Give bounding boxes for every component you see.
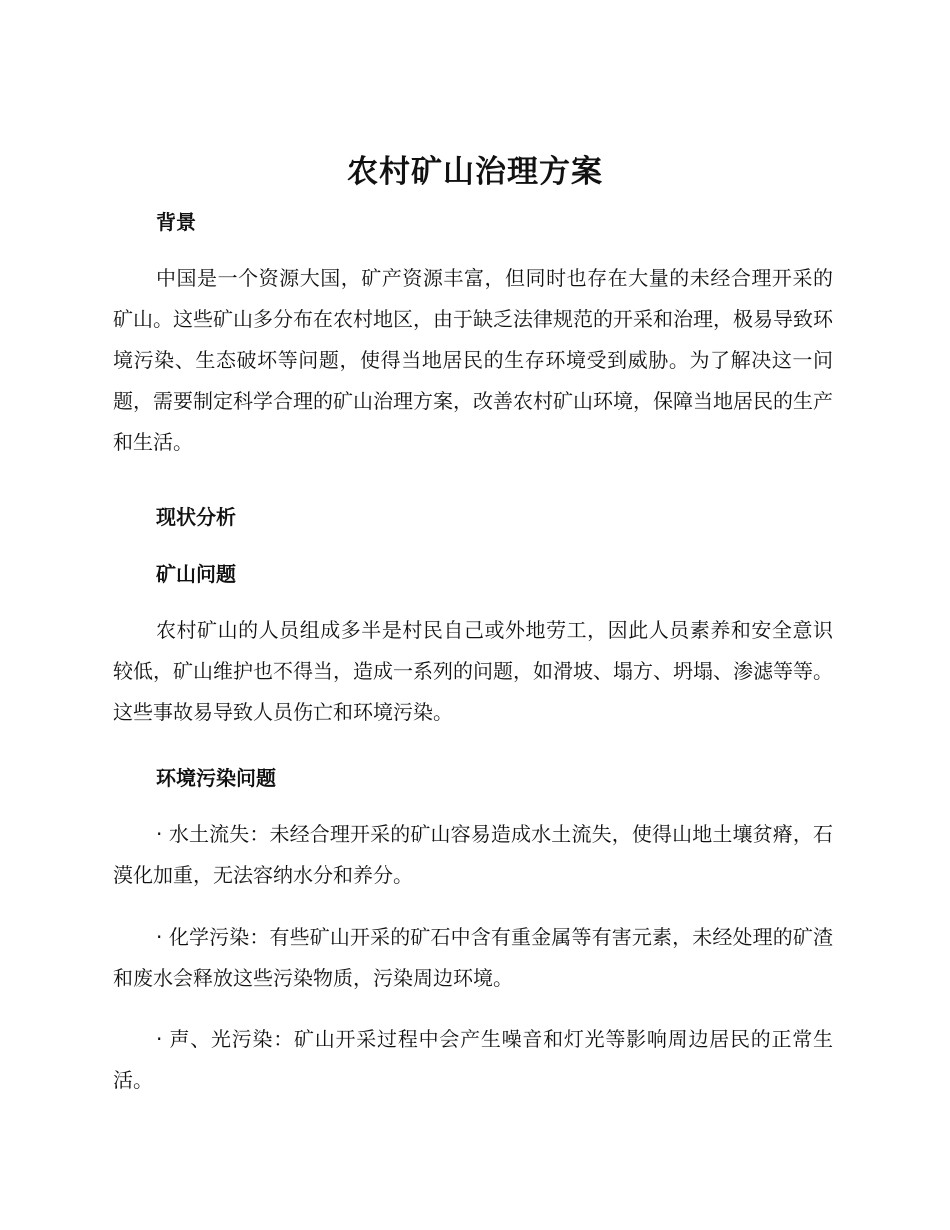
mine-problem-paragraph: 农村矿山的人员组成多半是村民自己或外地劳工，因此人员素养和安全意识较低，矿山维护也不得当，造成一系列的问题，如滑坡、塌方、坍塌、渗滤等等。这些事故易导致人员伤亡和环境污染。: [113, 618, 833, 724]
section-heading-environmental-pollution: 环境污染问题: [156, 766, 276, 790]
section-heading-background: 背景: [156, 210, 196, 234]
pollution-list-item: · 化学污染：有些矿山开采的矿石中含有重金属等有害元素，未经处理的矿渣和废水会释放这些污染物质，污染周边环境。: [113, 925, 833, 990]
section-heading-status-analysis: 现状分析: [156, 505, 236, 529]
pollution-list-item: · 声、光污染：矿山开采过程中会产生噪音和灯光等影响周边居民的正常生活。: [113, 1027, 833, 1092]
pollution-list-item: · 水土流失：未经合理开采的矿山容易造成水土流失，使得山地土壤贫瘠，石漠化加重，无法容纳水分和养分。: [113, 822, 833, 887]
document-title: 农村矿山治理方案: [347, 154, 603, 190]
background-paragraph: 中国是一个资源大国，矿产资源丰富，但同时也存在大量的未经合理开采的矿山。这些矿山多分布在农村地区，由于缺乏法律规范的开采和治理，极易导致环境污染、生态破坏等问题，使得当地居民的生存环境受到威胁。为了解决这一问题，需要制定科学合理的矿山治理方案，改善农村矿山环境，保障当地居民的生产和生活。: [113, 266, 833, 454]
section-heading-mine-problem: 矿山问题: [156, 562, 236, 586]
